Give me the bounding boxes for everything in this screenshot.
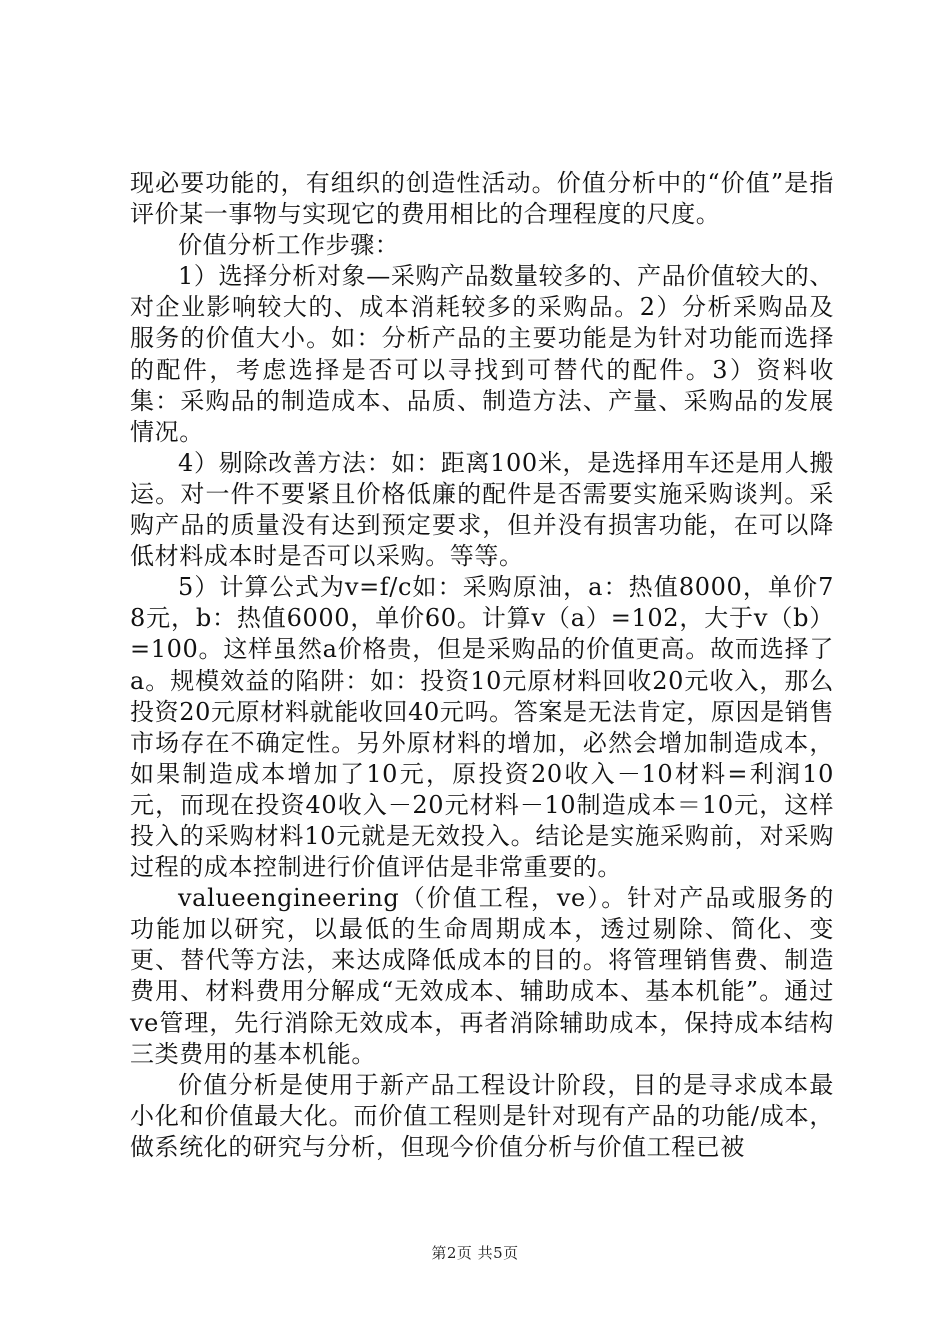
- page-number-footer: 第2页 共5页: [431, 1244, 519, 1262]
- paragraph-3: 1）选择分析对象—采购产品数量较多的、产品价值较大的、对企业影响较大的、成本消耗较多的采购品。2）分析采购品及服务的价值大小。如：分析产品的主要功能是为针对功能而选择的配件，考虑选择是否可以寻找到可替代的配件。3）资料收集：采购品的制造成本、品质、制造方法、产量、采购品的发展情况。: [130, 262, 834, 446]
- paragraph-7: 价值分析是使用于新产品工程设计阶段，目的是寻求成本最小化和价值最大化。而价值工程则是针对现有产品的功能/成本，做系统化的研究与分析，但现今价值分析与价值工程已被: [130, 1070, 834, 1161]
- paragraph-1: 现必要功能的，有组织的创造性活动。价值分析中的“价值”是指评价某一事物与实现它的费用相比的合理程度的尺度。: [130, 169, 834, 229]
- paragraph-4: 4）剔除改善方法：如：距离100米，是选择用车还是用人搬运。对一件不要紧且价格低廉的配件是否需要实施采购谈判。采购产品的质量没有达到预定要求，但并没有损害功能，在可以降低材料成本时是否可以采购。等等。: [130, 448, 834, 571]
- paragraph-5: 5）计算公式为v=f/c如：采购原油，a：热值8000，单价78元，b：热值6000，单价60。计算v（a）=102，大于v（b）=100。这样虽然a价格贵，但是采购品的价值更高。故而选择了a。规模效益的陷阱：如：投资10元原材料回收20元收入，那么投资20元原材料就能收回40元吗。答案是无法肯定，原因是销售市场存在不确定性。另外原材料的增加，必然会增加制造成本，如果制造成本增加了10元，原投资20收入－10材料=利润10元，而现在投资40收入－20元材料－10制造成本＝10元，这样投入的采购材料10元就是无效投入。结论是实施采购前，对采购过程的成本控制进行价值评估是非常重要的。: [130, 573, 834, 882]
- paragraph-2: 价值分析工作步骤：: [178, 231, 400, 260]
- body-text: [130, 168, 834, 1163]
- paragraph-6: valueengineering（价值工程，ve）。针对产品或服务的功能加以研究，以最低的生命周期成本，透过剔除、简化、变更、替代等方法，来达成降低成本的目的。将管理销售费、制造费用、材料费用分解成“无效成本、辅助成本、基本机能”。通过ve管理，先行消除无效成本，再者消除辅助成本，保持成本结构三类费用的基本机能。: [130, 884, 834, 1068]
